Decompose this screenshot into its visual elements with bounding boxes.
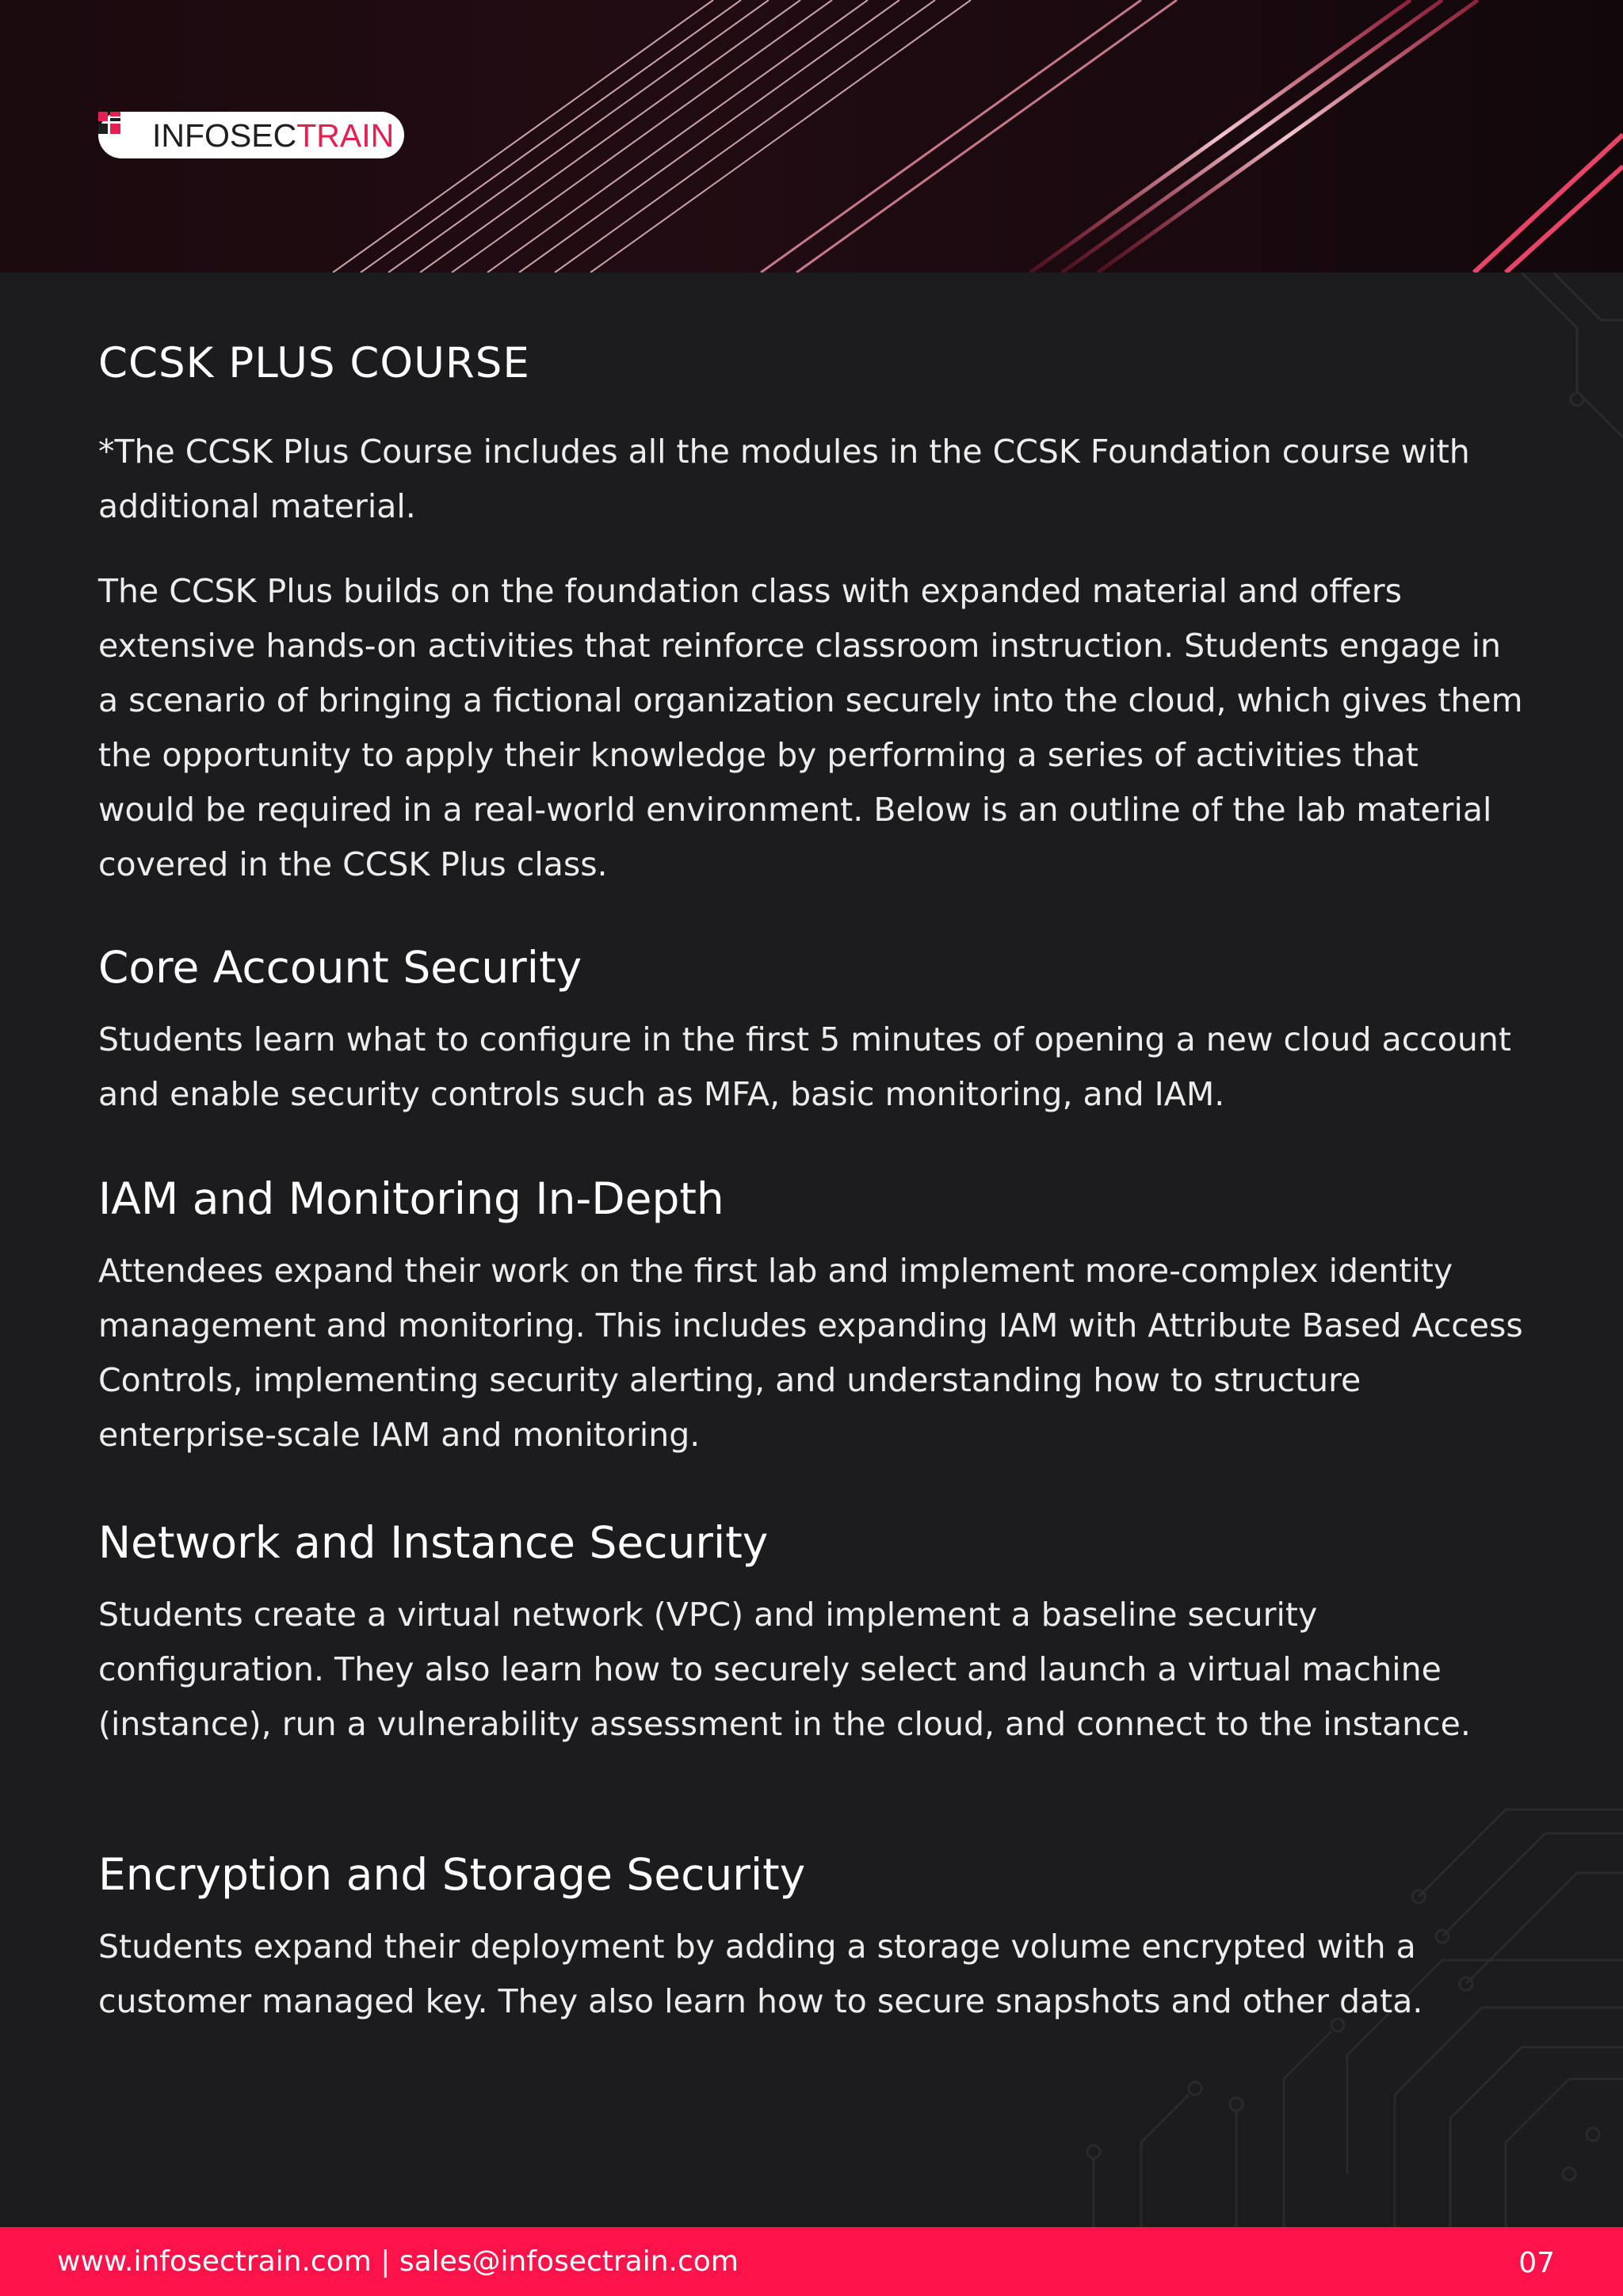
brand-name-accent: TRAIN (296, 117, 395, 154)
intro-body: The CCSK Plus builds on the foundation class with expanded material and offers extensive hands-on activities that reinforce classroom instruction. Students engage in a scenario of bringing a fictional organization securely into the cloud, which gives them the opportunity to apply their knowledge by performing a series of activities that would be required in a real-world environment. Below is an outline of the lab material covered in the CCSK Plus class. (98, 572, 1523, 883)
section-heading-iam-monitoring: IAM and Monitoring In-Depth (98, 1173, 724, 1224)
page-title: CCSK PLUS COURSE (98, 339, 530, 387)
brand-mark-icon (98, 112, 120, 134)
section-body-encryption-storage-security: Students expand their deployment by adding a storage volume encrypted with a customer managed key. They also learn how to secure snapshots and other data. (98, 1928, 1423, 2020)
footer-bar (0, 2227, 1623, 2296)
intro-note: *The CCSK Plus Course includes all the modules in the CCSK Foundation course with additional material. (98, 433, 1470, 525)
section-heading-core-account-security: Core Account Security (98, 942, 582, 993)
section-heading-network-instance-security: Network and Instance Security (98, 1517, 769, 1568)
footer-contact-links[interactable]: www.infosectrain.com | sales@infosectrain.com (57, 2245, 739, 2278)
section-body-core-account-security: Students learn what to configure in the first 5 minutes of opening a new cloud account and enable security controls such as MFA, basic monitoring, and IAM. (98, 1020, 1511, 1113)
section-body-iam-monitoring: Attendees expand their work on the first lab and implement more-complex identity management and monitoring. This includes expanding IAM with Attribute Based Access Controls, implementing security alerting, and understanding how to structure enterprise-scale IAM and monitoring. (98, 1252, 1523, 1454)
brand-wordmark (152, 118, 394, 153)
header-banner (0, 0, 1623, 273)
section-body-network-instance-security: Students create a virtual network (VPC) and implement a baseline security configuration. They also learn how to securely select and launch a virtual machine (instance), run a vulnerability assessment in the cloud, and connect to the instance. (98, 1596, 1471, 1743)
brand-logo (98, 112, 404, 158)
brand-name-dark: INFOSEC (152, 117, 297, 154)
page-number: 07 (1518, 2247, 1555, 2279)
section-heading-encryption-storage-security: Encryption and Storage Security (98, 1849, 806, 1900)
